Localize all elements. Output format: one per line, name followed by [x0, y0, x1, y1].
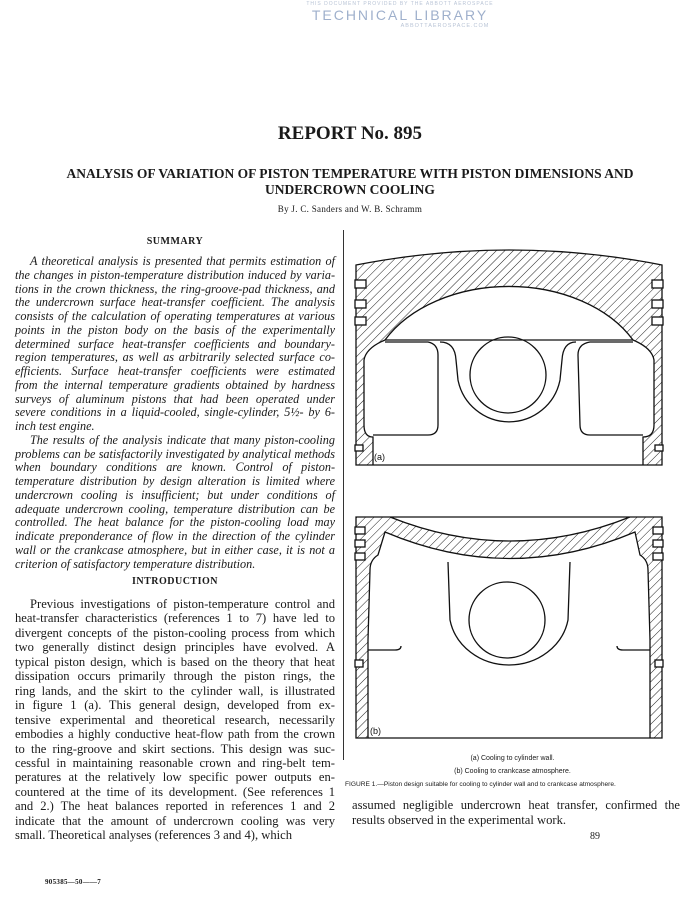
- text-line: wall or the crankcase atmosphere, but in either case, it is not a: [15, 542, 335, 557]
- watermark-url: ABBOTTAEROSPACE.COM: [400, 23, 490, 29]
- figure-caption: FIGURE 1.—Piston design suitable for cooling to cylinder wall and to crankcase atmosphere.: [345, 781, 616, 788]
- text-line: embodies a highly conductive heat-flow path from the crown: [15, 727, 335, 742]
- text-line: surveys of aluminum pistons that had been operated under: [15, 391, 335, 406]
- piston-b-drawing: [355, 517, 663, 738]
- text-line: divergent concepts of the piston-cooling process from which: [15, 625, 335, 640]
- report-number: REPORT No. 895: [277, 123, 423, 144]
- text-line: dissipation occurs primarily through the piston rings, the: [15, 669, 335, 684]
- text-line: and 2.) The heat balances reported in references 1 and 2: [15, 799, 335, 814]
- footer-code: 905385—50——7: [45, 878, 102, 886]
- text-line: criterion of satisfactory temperature distribution.: [15, 556, 256, 571]
- caption-a: (a) Cooling to cylinder wall.: [470, 755, 555, 762]
- caption-b: (b) Cooling to crankcase atmosphere.: [454, 768, 571, 775]
- introduction-body: [15, 597, 335, 843]
- figure-label-a: (a): [374, 452, 385, 462]
- text-line: tensive experimental and theoretical research, necessarily: [15, 712, 335, 727]
- text-line: ring lands, and the skirt to the cylinder wall, is illustrated: [15, 683, 335, 698]
- page-number: 89: [590, 831, 600, 842]
- summary-heading: SUMMARY: [146, 236, 204, 247]
- text-line: A theoretical analysis is presented that permits estimation of: [30, 254, 335, 268]
- text-line: small. Theoretical analyses (references 3 and 4), which: [15, 828, 293, 843]
- text-line: the changes in piston-temperature distribution induced by varia-: [15, 267, 335, 282]
- text-line: consists of the calculation of operating temperatures at various: [15, 309, 335, 323]
- text-line: region temperatures, as well as arbitrarily selected surface co-: [15, 350, 335, 365]
- text-line: controlled. The heat balance for the piston-cooling load may: [15, 515, 335, 530]
- piston-a-section: [356, 250, 662, 465]
- text-line: peratures at the relatively low specific power outputs en-: [15, 770, 335, 785]
- text-line: temperature distribution by design alteration is limited where: [15, 474, 335, 488]
- piston-b-section: [356, 517, 662, 738]
- text-line: adequate undercrown cooling, temperature distribution can be: [15, 501, 335, 516]
- text-line: severe conditions in a liquid-cooled, single-cylinder, 5½- by 6-: [15, 405, 335, 420]
- right-column-body: [352, 798, 680, 827]
- authors: By J. C. Sanders and W. B. Schramm: [277, 204, 423, 214]
- watermark-title: TECHNICAL LIBRARY: [311, 7, 489, 23]
- paper-title: [10, 166, 690, 198]
- text-line: The results of the analysis indicate that many piston-cooling: [30, 432, 335, 447]
- summary-body: [15, 255, 335, 571]
- text-line: countered at the time of its development. (See references 1: [15, 784, 335, 799]
- text-line: problems can be satisfactorily investigated by analytical methods: [15, 446, 335, 461]
- text-line: undercrown cooling is insufficient; but under conditions of: [15, 487, 335, 502]
- title-line: ANALYSIS OF VARIATION OF PISTON TEMPERATURE WITH PISTON DIMENSIONS AND: [66, 166, 634, 181]
- piston-a-drawing: [355, 250, 663, 465]
- text-line: cessful in maintaining reasonable crown and ring-belt tem-: [15, 755, 335, 770]
- watermark-provider: THIS DOCUMENT PROVIDED BY THE ABBOTT AEROSPACE: [306, 1, 494, 7]
- text-line: efficients. Surface heat-transfer coefficients were estimated: [15, 364, 335, 378]
- text-line: from the internal temperature gradients obtained by hardness: [15, 377, 335, 392]
- text-line: assumed negligible undercrown heat transfer, confirmed the: [352, 798, 680, 812]
- text-line: indicate that the amount of undercrown cooling was very: [15, 813, 335, 828]
- piston-figure: [340, 220, 690, 760]
- text-line: the undercrown surface heat-transfer coefficient. The analysis: [15, 295, 335, 310]
- text-line: Previous investigations of piston-temperature control and: [30, 597, 335, 611]
- text-line: to the ring-groove and skirt sections. This design was suc-: [15, 741, 335, 756]
- text-line: when boundary conditions are known. Control of piston-: [15, 460, 335, 475]
- figure-label-b: (b): [370, 726, 381, 736]
- title-line: UNDERCROWN COOLING: [265, 182, 435, 197]
- text-line: tions in the crown thickness, the ring-groove-pad thickness, and: [15, 281, 335, 296]
- text-line: points in the piston body on the basis of the experimentally: [15, 322, 335, 337]
- text-line: results observed in the experimental work.: [352, 812, 567, 827]
- text-line: heat-transfer characteristics (references 1 to 7) have led to: [15, 611, 335, 626]
- introduction-heading: INTRODUCTION: [131, 576, 218, 587]
- text-line: in figure 1 (a). This general design, developed from ex-: [15, 698, 335, 713]
- text-line: indicate preponderance of flow in the direction of the cylinder: [15, 529, 335, 543]
- text-line: determined surface heat-transfer coefficients and boundary-: [15, 336, 335, 351]
- text-line: inch test engine.: [15, 419, 95, 433]
- text-line: two generally distinct design principles have evolved. A: [15, 640, 335, 655]
- text-line: typical piston design, which is based on the theory that heat: [15, 654, 335, 669]
